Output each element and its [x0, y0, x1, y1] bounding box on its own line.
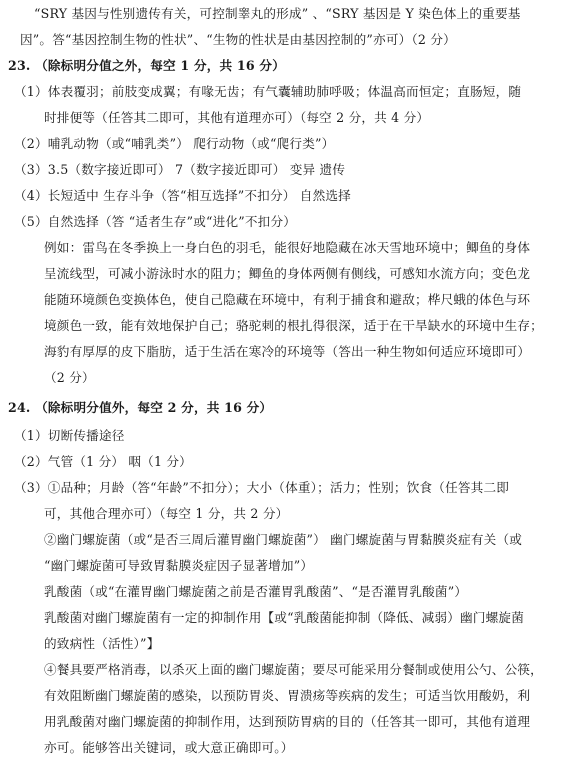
text-line: ④餐具要严格消毒，以杀灭上面的幽门螺旋菌；要尽可能采用分餐制或使用公勺、公筷， [44, 662, 543, 677]
text-line: 可，其他合理亦可）（每空 1 分，共 2 分） [44, 506, 289, 521]
text-line: 用乳酸菌对幽门螺旋菌的抑制作用，达到预防胃病的目的（任答其一即可，其他有道理 [44, 714, 531, 729]
text-line: （2）气管（1 分） 咽（1 分） [14, 454, 192, 469]
text-line: 乳酸菌（或“在灌胃幽门螺旋菌之前是否灌胃乳酸菌”、“是否灌胃乳酸菌”） [44, 584, 468, 599]
text-line: （3）①品种；月龄（答“年龄”不扣分）；大小（体重）；活力；性别；饮食（任答其二即 [14, 480, 510, 495]
text-line: 乳酸菌对幽门螺旋菌有一定的抑制作用【或“乳酸菌能抑制（降低、减弱）幽门螺旋菌 [44, 610, 525, 625]
text-line: “幽门螺旋菌可导致胃黏膜炎症因子显著增加”） [44, 558, 314, 573]
text-line: 境颜色一致，能有效地保护自己；骆驼刺的根扎得很深，适于在干旱缺水的环境中生存； [44, 318, 543, 333]
text-line: 呈流线型，可减小游泳时水的阻力；鲫鱼的身体两侧有侧线，可感知水流方向；变色龙 [44, 266, 531, 281]
text-line: （2）哺乳动物（或“哺乳类”） 爬行动物（或“爬行类”） [14, 136, 335, 151]
text-line: “SRY 基因与性别遗传有关，可控制睾丸的形成” 、“SRY 基因是 Y 染色体上的重要基 [34, 6, 521, 21]
text-line: （1）体表覆羽；前肢变成翼；有喙无齿；有气囊辅助肺呼吸；体温高而恒定；直肠短，随 [14, 84, 522, 99]
text-line: 时排便等（任答其二即可，其他有道理亦可）（每空 2 分，共 4 分） [44, 110, 430, 125]
text-line: 有效阻断幽门螺旋菌的感染，以预防胃炎、胃溃疡等疾病的发生；可适当饮用酸奶，利 [44, 688, 531, 703]
text-line: 的致病性（活性）”】 [44, 636, 160, 651]
text-line: （4）长短适中 生存斗争（答“相互选择”不扣分） 自然选择 [14, 188, 351, 203]
text-line: （5）自然选择（答 “适者生存”或“进化”不扣分） [14, 214, 297, 229]
text-line: （3）3.5（数字接近即可） 7（数字接近即可） 变异 遗传 [14, 162, 346, 177]
text-line: （1）切断传播途径 [14, 428, 125, 443]
question-24-heading: 24. （除标明分值外，每空 2 分，共 16 分） [8, 400, 273, 415]
text-line: 能随环境颜色变换体色，使自己隐藏在环境中，有利于捕食和避敌；桦尺蛾的体色与环 [44, 292, 531, 307]
question-23-heading: 23. （除标明分值之外，每空 1 分，共 16 分） [8, 58, 286, 73]
text-line: （2 分） [44, 370, 95, 385]
text-line: 例如：雷鸟在冬季换上一身白色的羽毛，能很好地隐藏在冰天雪地环境中；鲫鱼的身体 [44, 240, 531, 255]
text-line: 亦可。能够答出关键词，或大意正确即可。） [44, 740, 294, 755]
text-line: 海豹有厚厚的皮下脂肪，适于生活在寒冷的环境等（答出一种生物如何适应环境即可） [44, 344, 531, 359]
text-line: 因”。答“基因控制生物的性状”、“生物的性状是由基因控制的”亦可）（2 分） [20, 32, 456, 47]
text-line: ②幽门螺旋菌（或“是否三周后灌胃幽门螺旋菌”） 幽门螺旋菌与胃黏膜炎症有关（或 [44, 532, 523, 547]
